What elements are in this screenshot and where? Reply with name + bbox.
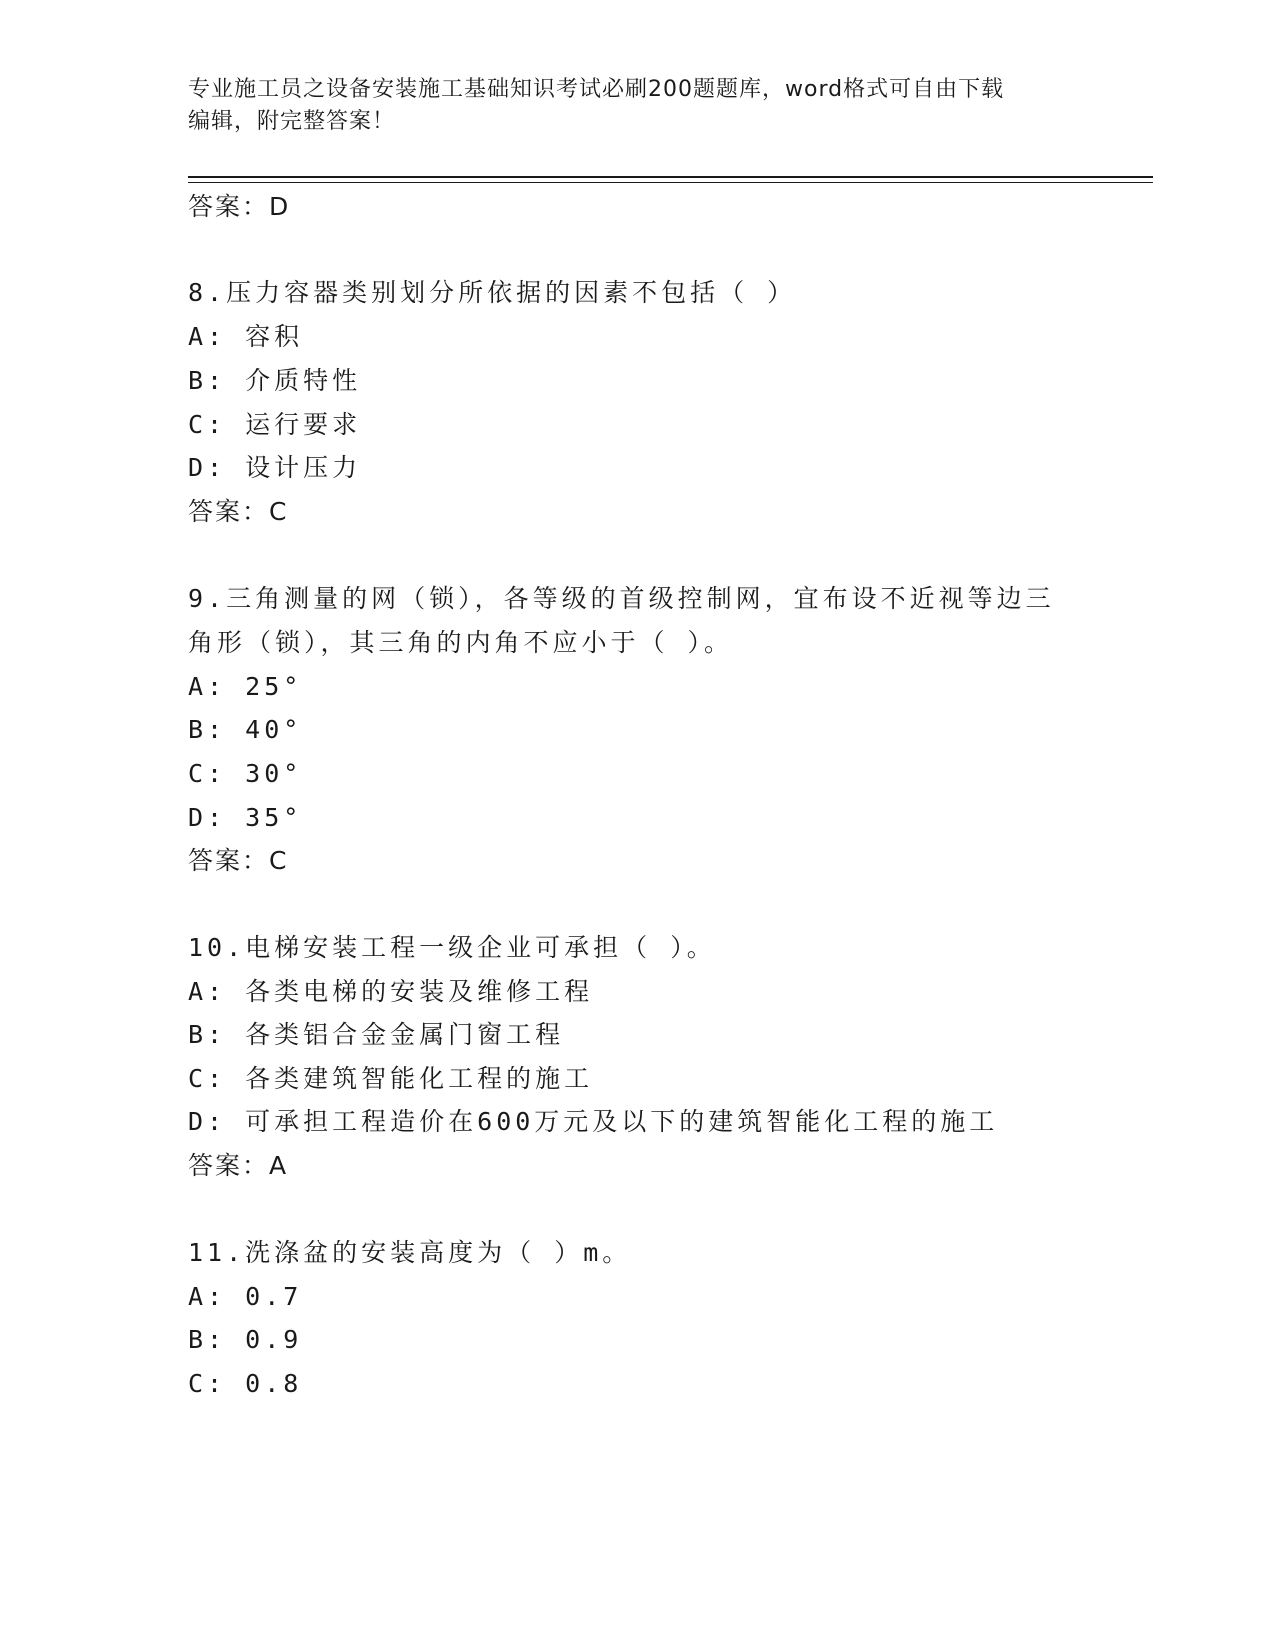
question-8-answer: 答案：C [188, 497, 289, 526]
question-9-option-c: C: 30° [188, 759, 303, 788]
header-line-2: 编辑，附完整答案！ [188, 109, 396, 134]
question-11-option-c: C: 0.8 [188, 1369, 303, 1398]
question-8-option-c: C: 运行要求 [188, 410, 362, 439]
header-divider-thin [188, 182, 1153, 183]
question-10-option-a: A: 各类电梯的安装及维修工程 [188, 977, 594, 1006]
question-11-stem: 11.洗涤盆的安装高度为（ ）m。 [188, 1238, 632, 1267]
question-10-answer: 答案：A [188, 1151, 289, 1180]
document-header [188, 74, 1088, 138]
question-11-option-b: B: 0.9 [188, 1325, 303, 1354]
question-8-option-d: D: 设计压力 [188, 453, 362, 482]
question-11-option-a: A: 0.7 [188, 1282, 303, 1311]
question-9-stem-line-1: 9.三角测量的网（锁），各等级的首级控制网，宜布设不近视等边三 [188, 584, 1055, 613]
header-divider-thick [188, 176, 1153, 178]
header-line-1: 专业施工员之设备安装施工基础知识考试必刷200题题库，word格式可自由下载 [188, 77, 1005, 102]
question-9-stem-line-2: 角形（锁），其三角的内角不应小于（ ）。 [188, 628, 734, 657]
question-10-option-d: D: 可承担工程造价在600万元及以下的建筑智能化工程的施工 [188, 1107, 999, 1136]
question-9-answer: 答案：C [188, 846, 289, 875]
previous-answer: 答案：D [188, 192, 291, 221]
question-8-option-a: A: 容积 [188, 322, 304, 351]
question-10-option-b: B: 各类铝合金金属门窗工程 [188, 1020, 565, 1049]
question-8-stem: 8.压力容器类别划分所依据的因素不包括（ ） [188, 278, 797, 307]
question-10-option-c: C: 各类建筑智能化工程的施工 [188, 1064, 594, 1093]
question-9-option-b: B: 40° [188, 715, 303, 744]
question-10-stem: 10.电梯安装工程一级企业可承担（ ）。 [188, 933, 716, 962]
question-8-option-b: B: 介质特性 [188, 366, 362, 395]
question-9-option-a: A: 25° [188, 672, 303, 701]
question-9-option-d: D: 35° [188, 803, 303, 832]
